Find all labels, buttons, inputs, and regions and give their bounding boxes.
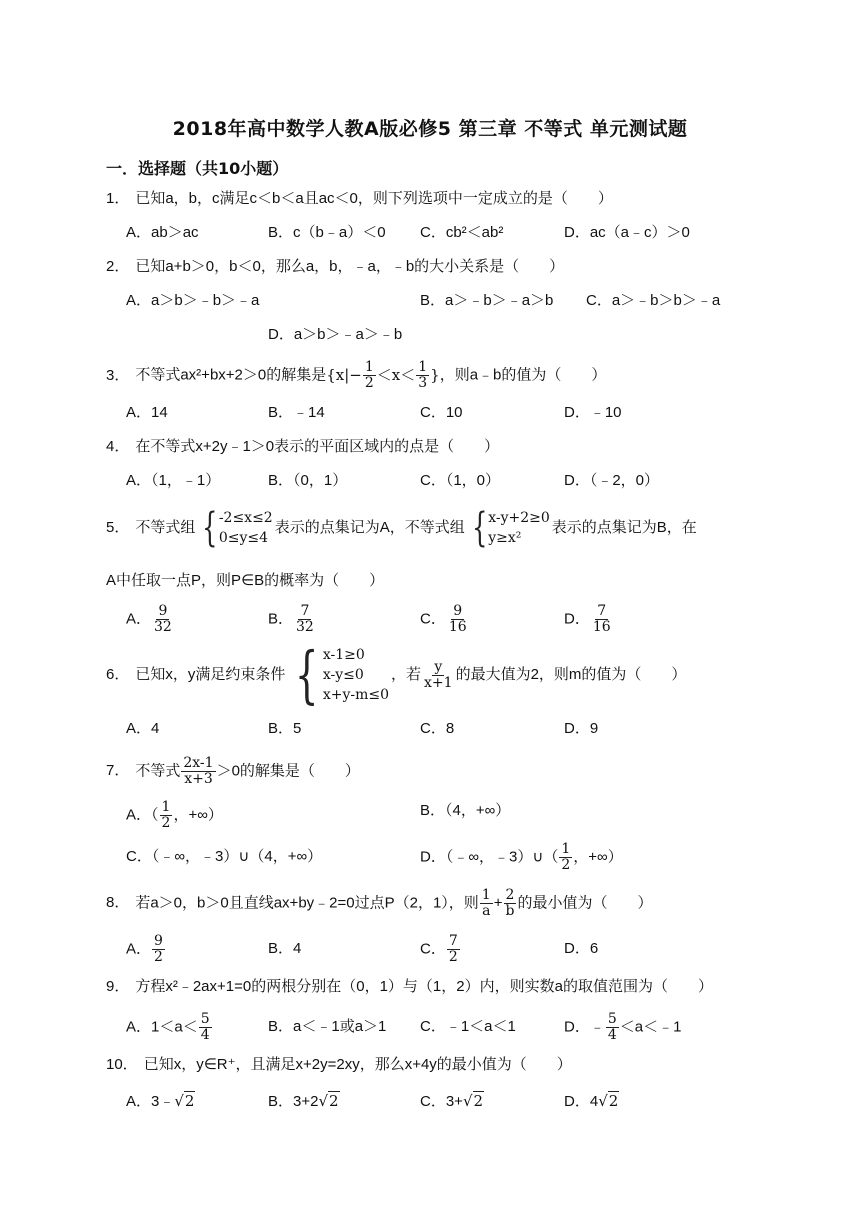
question-number: 6． xyxy=(106,665,130,683)
question-number: 3． xyxy=(106,366,130,384)
numerator: 7 xyxy=(448,933,458,949)
question-4 xyxy=(106,436,499,458)
option-a xyxy=(126,934,166,965)
question-5 xyxy=(106,505,697,551)
question-number: 9． xyxy=(106,978,130,995)
question-number: 2． xyxy=(106,258,130,275)
page-title: 2018年高中数学人教A版必修5 第三章 不等式 单元测试题 xyxy=(172,118,688,140)
question-5-line-2: A中任取一点P，则P∈B的概率为（ ） xyxy=(106,572,385,589)
question-text: 若a＞0，b＞0且直线ax+by﹣2=0过点P（2，1），则 xyxy=(135,894,479,912)
option-label: D．4 xyxy=(564,1093,599,1110)
option-c xyxy=(420,1090,484,1113)
set-close: } xyxy=(430,365,440,384)
numerator: 1 xyxy=(418,359,428,375)
sqrt: √2 xyxy=(318,1092,339,1110)
fraction xyxy=(591,604,613,635)
option-d: D．a＞b＞﹣a＞﹣b xyxy=(268,326,403,343)
fraction xyxy=(294,604,316,635)
option-a: A．（1，﹣1） xyxy=(126,472,221,489)
numerator: 5 xyxy=(200,1011,210,1027)
fraction xyxy=(152,604,174,635)
option-a: A．14 xyxy=(126,404,168,421)
option-c xyxy=(420,604,470,635)
numerator: 1 xyxy=(561,841,571,857)
denominator: 2 xyxy=(154,949,163,965)
denominator: b xyxy=(505,903,515,919)
question-9 xyxy=(106,976,713,998)
inequality-system-2 xyxy=(467,505,550,551)
numerator: 9 xyxy=(453,603,463,619)
option-b xyxy=(268,1090,340,1113)
fraction xyxy=(416,360,429,391)
option-d: D．﹣10 xyxy=(564,404,622,421)
option-d xyxy=(564,604,614,635)
option-c: C．﹣1＜a＜1 xyxy=(420,1018,516,1035)
option-c: C．（﹣∞，﹣3）∪（4，+∞） xyxy=(126,848,323,865)
question-number: 4． xyxy=(106,438,130,455)
option-b: B．a＞﹣b＞﹣a＞b xyxy=(420,292,554,309)
question-10 xyxy=(106,1054,572,1076)
system-row: 0≤y≤4 xyxy=(218,530,268,546)
brace-icon: { xyxy=(295,638,319,711)
numerator: y xyxy=(434,658,443,675)
denominator: a xyxy=(482,903,491,919)
denominator: 4 xyxy=(607,1027,617,1043)
option-c: C．a＞﹣b＞b＞﹣a xyxy=(586,292,721,309)
question-text-end: 表示的点集记为B，在 xyxy=(551,518,697,536)
question-1 xyxy=(106,188,613,210)
option-a xyxy=(126,1012,213,1043)
denominator: x+1 xyxy=(424,674,453,691)
system-row: x-y+2≥0 xyxy=(488,510,550,526)
question-text-mid: 表示的点集记为A，不等式组 xyxy=(274,518,465,536)
plus-sign: + xyxy=(493,894,503,912)
denominator: 3 xyxy=(418,375,428,391)
question-number: 7． xyxy=(106,762,130,780)
option-label: A． xyxy=(126,610,152,628)
option-c: C．cb²＜ab² xyxy=(420,224,504,241)
system-row: y≥x² xyxy=(488,530,522,546)
option-d: D．9 xyxy=(564,720,599,737)
option-label: B． xyxy=(268,610,294,628)
option-label: D．（﹣∞，﹣3）∪（ xyxy=(420,848,559,866)
fraction xyxy=(503,888,516,919)
option-label: A．（ xyxy=(126,806,159,824)
question-number: 8． xyxy=(106,894,130,912)
numerator: 1 xyxy=(364,359,374,375)
fraction xyxy=(447,934,460,965)
fraction xyxy=(160,800,173,831)
option-a xyxy=(126,1090,195,1113)
option-label: C． xyxy=(420,940,446,958)
sqrt: √2 xyxy=(598,1092,619,1110)
option-b: B．a＜﹣1或a＞1 xyxy=(268,1018,387,1035)
inequality-system-1 xyxy=(197,505,273,551)
sqrt: √2 xyxy=(462,1092,484,1110)
question-text-end: 的最大值为2，则m的值为（ ） xyxy=(455,665,687,683)
denominator: 16 xyxy=(592,619,611,635)
option-b: B．4 xyxy=(268,940,302,957)
denominator: 2 xyxy=(364,375,374,391)
option-label: D．﹣ xyxy=(564,1018,605,1036)
question-text-end: ，则a﹣b的值为（ ） xyxy=(439,366,607,384)
numerator: 2 xyxy=(505,887,515,903)
denominator: 2 xyxy=(561,857,571,873)
numerator: 5 xyxy=(607,1011,617,1027)
numerator: 1 xyxy=(161,799,171,815)
question-text: 已知x，y∈R⁺，且满足x+2y=2xy，那么x+4y的最小值为（ ） xyxy=(143,1056,572,1073)
option-c: C．10 xyxy=(420,404,463,421)
system-row: -2≤x≤2 xyxy=(218,510,273,526)
question-8 xyxy=(106,888,652,919)
numerator: 9 xyxy=(154,933,163,949)
fraction xyxy=(422,660,455,691)
fraction xyxy=(559,842,572,873)
option-a: A．4 xyxy=(126,720,160,737)
option-d: D．6 xyxy=(564,940,599,957)
option-d: D．ac（a﹣c）＞0 xyxy=(564,224,690,241)
question-number: 10． xyxy=(106,1056,138,1073)
brace-icon: { xyxy=(202,505,218,551)
denominator: 4 xyxy=(200,1027,210,1043)
question-text: 已知a，b，c满足c＜b＜a且ac＜0，则下列选项中一定成立的是（ ） xyxy=(135,190,613,207)
option-b xyxy=(268,604,317,635)
section-heading: 一．选择题（共10小题） xyxy=(106,159,289,178)
question-text: 不等式组 xyxy=(135,518,196,536)
fraction xyxy=(480,888,493,919)
question-text-end: ＞0的解集是（ ） xyxy=(216,762,360,780)
system-row: x-y≤0 xyxy=(322,667,364,683)
question-text: 不等式ax²+bx+2＞0的解集是 xyxy=(135,366,327,384)
question-text: 已知x，y满足约束条件 xyxy=(135,665,286,683)
option-a xyxy=(126,800,223,831)
question-number: 5． xyxy=(106,518,130,536)
option-b: B．﹣14 xyxy=(268,404,325,421)
fraction xyxy=(447,604,469,635)
fraction xyxy=(363,360,376,391)
option-text-end: ＜a＜﹣1 xyxy=(619,1018,682,1036)
numerator: 1 xyxy=(481,887,491,903)
option-d xyxy=(564,1012,681,1043)
question-2 xyxy=(106,256,564,278)
option-text-end: ，+∞） xyxy=(573,848,623,866)
option-a: A．ab＞ac xyxy=(126,224,199,241)
question-3 xyxy=(106,360,606,391)
option-label: A． xyxy=(126,940,152,958)
denominator: 32 xyxy=(296,619,314,635)
question-text-end: 的最小值为（ ） xyxy=(517,894,653,912)
numerator: 9 xyxy=(158,603,168,619)
option-a xyxy=(126,604,175,635)
radicand: 2 xyxy=(608,1092,619,1110)
fraction xyxy=(152,934,165,965)
question-text: 方程x²﹣2ax+1=0的两根分别在（0，1）与（1，2）内，则实数a的取值范围为（ ） xyxy=(135,978,713,995)
option-c: C．8 xyxy=(420,720,455,737)
radicand: 2 xyxy=(473,1092,484,1110)
option-label: A．1＜a＜ xyxy=(126,1018,198,1036)
fraction xyxy=(199,1012,212,1043)
set-notation xyxy=(326,359,440,391)
option-a: A．a＞b＞﹣b＞﹣a xyxy=(126,292,260,309)
question-7 xyxy=(106,756,360,787)
question-text: 在不等式x+2y﹣1＞0表示的平面区域内的点是（ ） xyxy=(135,438,500,455)
option-c: C．（1，0） xyxy=(420,472,501,489)
denominator: 32 xyxy=(154,619,172,635)
brace-icon: { xyxy=(471,505,488,551)
option-d: D．（﹣2，0） xyxy=(564,472,660,489)
denominator: 16 xyxy=(448,619,467,635)
set-open: {x|− xyxy=(326,365,362,384)
option-b: B．（0，1） xyxy=(268,472,348,489)
question-text: 已知a+b＞0，b＜0，那么a，b，﹣a，﹣b的大小关系是（ ） xyxy=(135,258,565,275)
option-d xyxy=(564,1090,619,1113)
constraint-system xyxy=(287,638,389,711)
option-label: B．3+2 xyxy=(268,1093,319,1110)
option-d xyxy=(420,842,623,873)
question-text-mid: ，若 xyxy=(391,665,422,683)
option-label: A．3﹣ xyxy=(126,1093,175,1110)
fraction xyxy=(181,756,215,787)
denominator: 2 xyxy=(161,815,171,831)
question-number: 1． xyxy=(106,190,130,207)
option-c xyxy=(420,934,461,965)
numerator: 2x-1 xyxy=(183,755,214,771)
numerator: 7 xyxy=(597,603,607,619)
numerator: 7 xyxy=(300,603,310,619)
denominator: 2 xyxy=(448,949,458,965)
question-text: 不等式 xyxy=(135,762,181,780)
option-b: B．（4，+∞） xyxy=(420,802,511,819)
option-label: D． xyxy=(564,610,590,628)
system-row: x+y-m≤0 xyxy=(322,687,389,703)
fraction xyxy=(606,1012,619,1043)
option-label: C．3+ xyxy=(420,1093,463,1110)
sqrt: √2 xyxy=(174,1092,195,1110)
set-middle: ＜x＜ xyxy=(376,365,416,384)
radicand: 2 xyxy=(184,1092,195,1110)
denominator: x+3 xyxy=(184,771,213,787)
option-text-end: ，+∞） xyxy=(173,806,223,824)
option-b: B．5 xyxy=(268,720,302,737)
option-label: C． xyxy=(420,610,446,628)
option-b: B．c（b﹣a）＜0 xyxy=(268,224,386,241)
radicand: 2 xyxy=(329,1092,339,1110)
question-6 xyxy=(106,638,687,711)
system-row: x-1≥0 xyxy=(322,647,365,663)
